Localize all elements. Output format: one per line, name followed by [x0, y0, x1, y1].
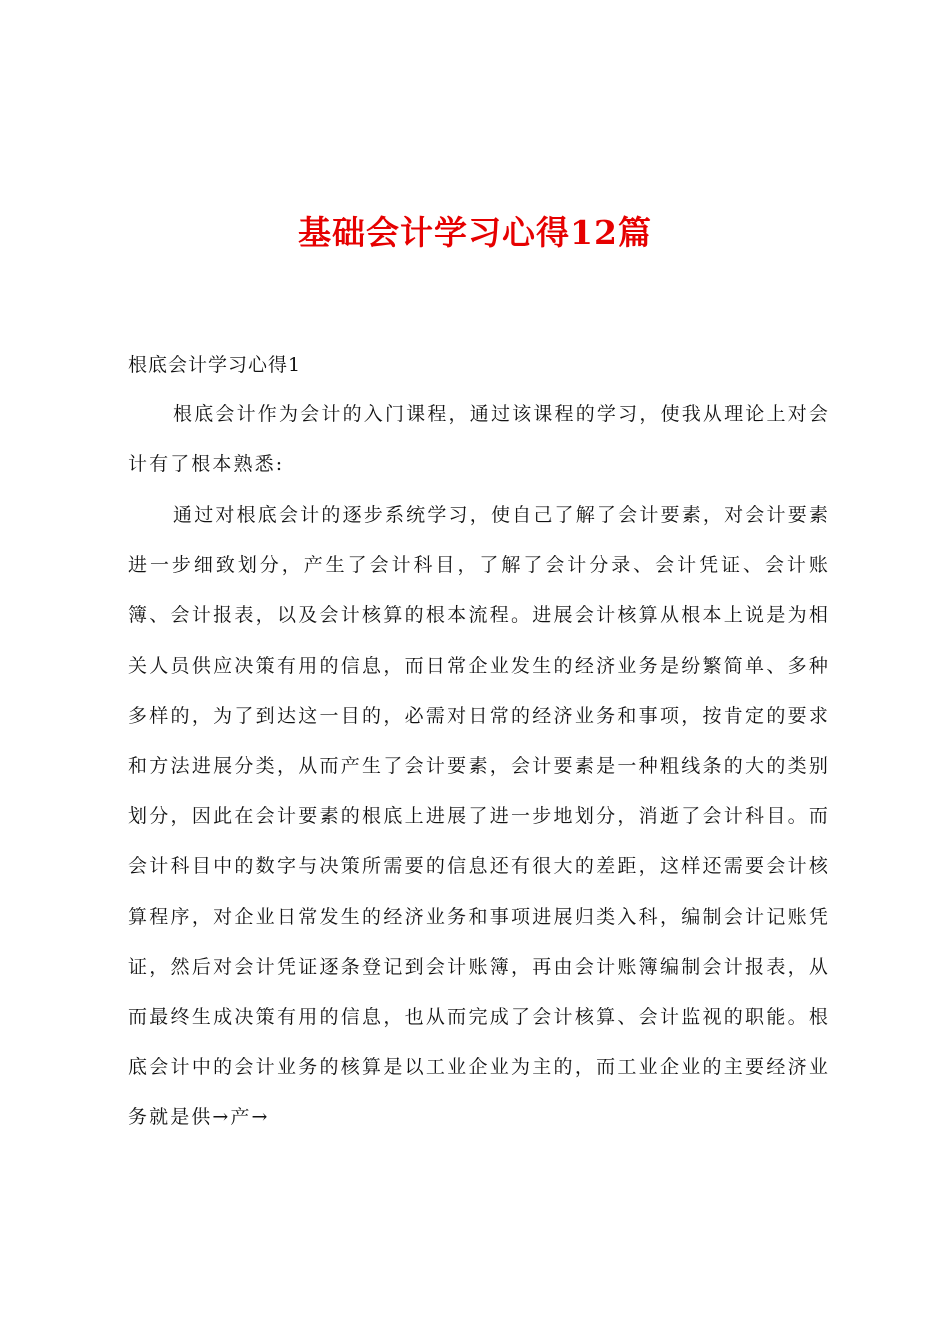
section-heading: 根底会计学习心得1: [128, 354, 302, 376]
paragraph-1: 根底会计作为会计的入门课程，通过该课程的学习，使我从理论上对会计有了根本熟悉:: [128, 403, 830, 476]
document-title: 基础会计学习心得12篇: [298, 213, 652, 252]
paragraph-2: 通过对根底会计的逐步系统学习，使自己了解了会计要素，对会计要素进一步细致划分，产生了会计科目，了解了会计分录、会计凭证、会计账簿、会计报表，以及会计核算的根本流程。进展会计核算从根本上说是为相关人员供应决策有用的信息，而日常企业发生的经济业务是纷繁简单、多种多样的，为了到达这一目的，必需对日常的经济业务和事项，按肯定的要求和方法进展分类，从而产生了会计要素，会计要素是一种粗线条的大的类别划分，因此在会计要素的根底上进展了进一步地划分，消逝了会计科目。而会计科目中的数字与决策所需要的信息还有很大的差距，这样还需要会计核算程序，对企业日常发生的经济业务和事项进展归类入科，编制会计记账凭证，然后对会计凭证逐条登记到会计账簿，再由会计账簿编制会计报表，从而最终生成决策有用的信息，也从而完成了会计核算、会计监视的职能。根底会计中的会计业务的核算是以工业企业为主的，而工业企业的主要经济业务就是供→产→: [128, 504, 830, 1129]
